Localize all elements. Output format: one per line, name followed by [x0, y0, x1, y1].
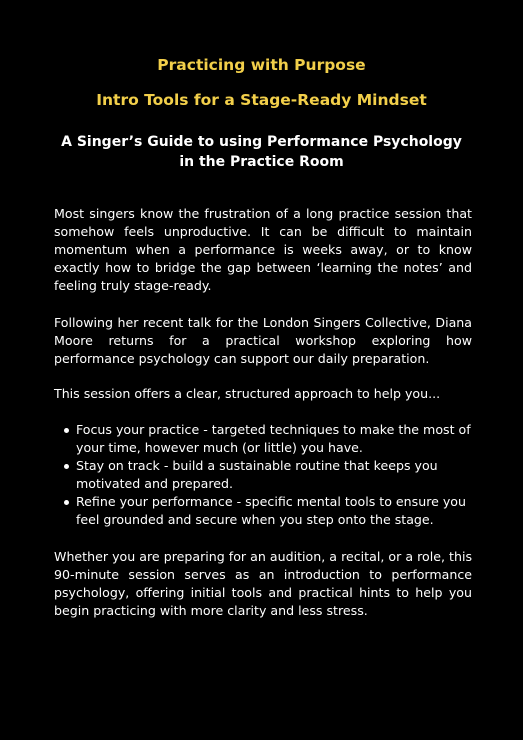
list-item-text: Refine your performance - specific mental tools to ensure you feel grounded and secure when you step onto the stage. — [76, 494, 466, 527]
list-item — [54, 421, 472, 457]
title-line-1: Practicing with Purpose — [157, 56, 366, 74]
list-item-text: Stay on track - build a sustainable routine that keeps you motivated and prepared. — [76, 458, 438, 491]
subtitle-line-2: in the Practice Room — [179, 154, 344, 170]
intro-paragraph: Most singers know the frustration of a long practice session that somehow feels unproductive. It can be difficult to maintain momentum when a performance is weeks away, or to know exactly how to bridge the gap between ‘learning the notes’ and feeling truly stage-ready. — [54, 206, 472, 293]
subtitle-line-1: A Singer’s Guide to using Performance Psychology — [61, 134, 462, 150]
bullet-dot-icon — [64, 464, 69, 469]
list-item-text: Focus your practice - targeted techniques to make the most of your time, however much (or little) you have. — [76, 422, 471, 455]
title-line-2: Intro Tools for a Stage-Ready Mindset — [96, 91, 427, 109]
subtitle — [0, 132, 523, 172]
session-intro: This session offers a clear, structured approach to help you... — [54, 386, 441, 401]
speaker-paragraph: Following her recent talk for the London Singers Collective, Diana Moore returns for a practical workshop exploring how performance psychology can support our daily preparation. — [54, 315, 472, 366]
bullet-dot-icon — [64, 500, 69, 505]
list-item — [54, 457, 472, 493]
benefits-list — [54, 421, 472, 529]
list-item — [54, 493, 472, 529]
closing-paragraph: Whether you are preparing for an audition, a recital, or a role, this 90-minute session serves as an introduction to performance psychology, offering initial tools and practical hints to help you begin practicing with more clarity and less stress. — [54, 549, 472, 618]
bullet-dot-icon — [64, 428, 69, 433]
